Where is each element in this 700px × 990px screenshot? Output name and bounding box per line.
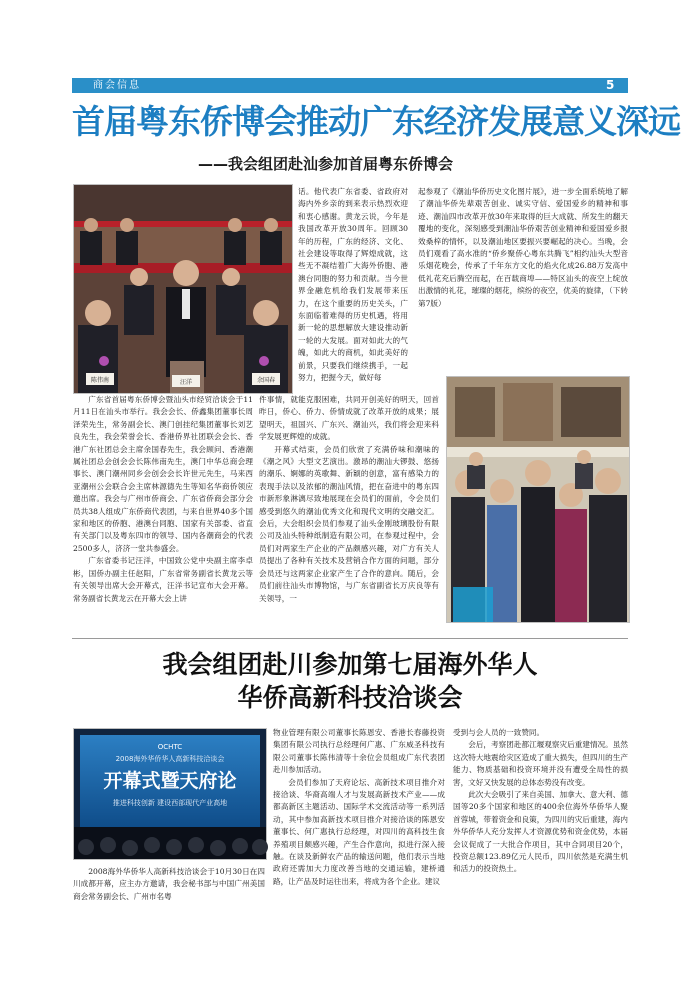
conference-stage-illustration [74,729,266,859]
photo-conference-stage [73,728,267,860]
name-card-3: 余国春 [256,377,276,384]
article1-column-2-intro [298,186,408,390]
article2-column-2 [273,727,445,886]
article1-column-3 [418,186,628,366]
article1-col2-p1: 件事情，就能克服困难，共同开创美好的明天，回首昨日，侨心、侨力、侨情成就了改革开放的成果；展望明天，祖国兴、广东兴、潮汕兴，我们将会迎来科学发展更辉煌的成就。 [259,395,439,442]
stage-logo: OCHTC [157,743,183,751]
article2-title [72,648,628,714]
article1-col2-intro: 话。他代表广东省委、省政府对海内外乡亲的到来表示热烈欢迎和衷心感谢。黄龙云说，今年是我国改革开放30周年。回顾30年的历程，广东的经济、文化、社会建设等取得了辉煌成就，这些无不凝结着广大海外侨胞、港澳台同胞的努力和贡献。当今世界金融危机给我们发展带来压力，在这个重要的历史关头，广东面临着难得的历史机遇，将用新一轮的思想解放大建设推动新一轮的大发展。面对如此大的气魄，如此大的商机，如此美好的前景，只要我们继续携手，一起努力，把握今天，做好每 [298,187,408,383]
stage-banner-top: 2008海外华侨华人高新科技洽谈会 [115,755,225,763]
header-band [72,78,628,93]
stage-banner-sub: 推进科技创新 建设西部现代产业高地 [112,799,228,807]
article1-subtitle: ——我会组团赴汕参加首届粤东侨博会 [198,155,454,173]
section-divider [72,638,628,639]
opening-ceremony-illustration [74,185,292,393]
article1-column-1 [73,394,253,624]
photo-opening-ceremony [73,184,293,394]
article1-col1-p2: 广东省委书记汪洋，中国致公党中央副主席李卓彬，国侨办副主任赵阳，广东省常务副省长黄龙云等有关领导出席大会开幕式，汪洋书记宣布大会开幕。常务副省长黄龙云在开幕大会上讲 [73,556,253,603]
stage-banner-main: 开幕式暨天府论 [103,770,237,792]
article2-col2-paragraph: 会员们参加了天府论坛、高新技术项目推介对接洽谈、华裔高端人才与发展高新技术产业——成都高新区主题活动、国际学术交流活动等一系列活动，其中参加高新技术项目推介对接洽谈的陈恩安董事长、何广惠执行总经理，对四川的高科技生食养殖项目颇感兴趣，产生合作意向，拟进行深入接触。在谈及新鲜农产品的输送问题，他们表示当地政府还需加大力度改善当地的交通运输，建桥通路，让产品及时运往出来，将成为各个企业。建议 [273,777,445,886]
article1-title: 首届粤东侨博会推动广东经济发展意义深远 [72,102,680,141]
article2-col3-p1: 会后，考察团赴都江堰观察灾后重建情况。虽然这次特大地震给灾区造成了重大损失，但四川的生产能力、物质基础和投资环境并没有遭受全局性的损害，文好又快发展的总体态势没有改变。 [453,740,628,787]
article2-column-1 [73,866,265,906]
article2-column-3 [453,727,628,877]
article1-col1-p1: 广东省首届粤东侨博会暨汕头市经贸洽谈会于11月11日在汕头市举行。我会会长、侨鑫集团董事长周泽荣先生，常务副会长、澳门创挂纪集团董事长刘艺良先生，我会荣誉会长、香港侨界社团联会会长、香港广东社团总会主席余国春先生，我会顾问、香港潮属社团总会创会会长陈伟南先生，澳门中华总商会理事长、澳门潮州同乡会创会会长许世元先生，马来西亚潮州公会联合会主席林源德先生等知名华商侨领应邀出席。我会与广州市侨商会、广东省侨商会部分会员共38人组成广东侨商代表团，与来自世界40多个国家和地区的侨胞、港澳台同胞、国家有关部委、省直有关部门以及粤东四市的领导、国内各潮商会的代表2500多人，济济一堂共参盛会。 [73,395,253,553]
article1-col3-intro: 起参观了《潮汕华侨历史文化图片展》，进一步全面系统地了解了潮汕华侨先辈艰苦创业、诚实守信、爱国爱乡的精神和事迹、潮汕四市改革开放30年来取得的巨大成就、所发生的翻天覆地的变化，深刻感受到潮汕华侨艰苦创业精神和爱国爱乡报效桑梓的情怀，以及潮汕地区要振兴要崛起的决心。当晚，会员们观看了高水准的“侨乡聚侨心粤东共腾飞”相约汕头大型音乐烟花晚会，传承了千年东方文化的焰火化成26.88万发高中低礼花充后腾空而起，在百载商埠——特区汕头的夜空上绽放出激情的礼花，璀璨的烟花，缤纷的夜空，优美的旋律，（下转第7版） [418,187,628,308]
section-tag: 商会信息 [93,80,141,91]
name-card-1: 陈伟南 [90,377,110,384]
article2-title-line1: 我会组团赴川参加第七届海外华人 [162,650,538,679]
article2-col3-p2: 此次大会吸引了来自美国、加拿大、意大利、德国等20多个国家和地区的400余位海外华侨华人聚首蓉城，带着资金和良策，为四川的灾后重建，海内外华侨华人充分发挥人才资源优势和资金优势，本届会议促成了一大批合作项目，其中合同项目20个，投资总额123.89亿元人民币，四川依然是充满生机和活力的投资热土。 [453,790,628,874]
page-number: 5 [606,78,615,92]
photo-exhibition-visit [446,376,630,623]
article1-col2-p2: 开幕式结束，会员们欣赏了充满侨味和潮味的《潮之风》大型文艺演出。激昂的潮汕大锣鼓、悠扬的潮乐、婀娜的英歌舞、新颖的创意，富有感染力的表现手法以及浓郁的潮汕风情，把在奋进中的粤东四市新形象淋漓尽致地展现在会员们的面前，令会员们感受到悠久的潮汕优秀文化和现代文明的交融交汇。会后，大会组织会员们参观了汕头金刚玻璃股份有限公司及汕头特种纸制造有限公司，在参观过程中，会员们对两家生产企业的产品颇感兴趣，对广方有关人员提出了各种有关技术及营销合作方面的问题，部分会员还与这两家企业家产生了合作的意向。随后，会员们前往汕头市博物馆，与广东省副省长万庆良等有关领导，一 [259,444,439,603]
exhibition-visit-illustration [447,377,629,622]
name-card-2: 汪洋 [179,379,193,386]
article2-col3-intro: 受到与会人员的一致赞同。 [453,728,545,737]
article2-col1-text: 2008海外华侨华人高新科技洽谈会于10月30日在四川成都开幕，应主办方邀请，我会秘书部与中国广州美国商会常务副会长、广州市名粤 [73,867,265,901]
article2-col2-text: 物业管理有限公司董事长陈恩安、香港长春藤投资集团有限公司执行总经理何广惠、广东威圣科技有限公司董事长陈伟清等十余位会员组成广东代表团赴川参加活动。 [273,728,445,775]
article1-column-2 [259,394,439,626]
article2-title-line2: 华侨高新科技洽谈会 [237,683,463,712]
